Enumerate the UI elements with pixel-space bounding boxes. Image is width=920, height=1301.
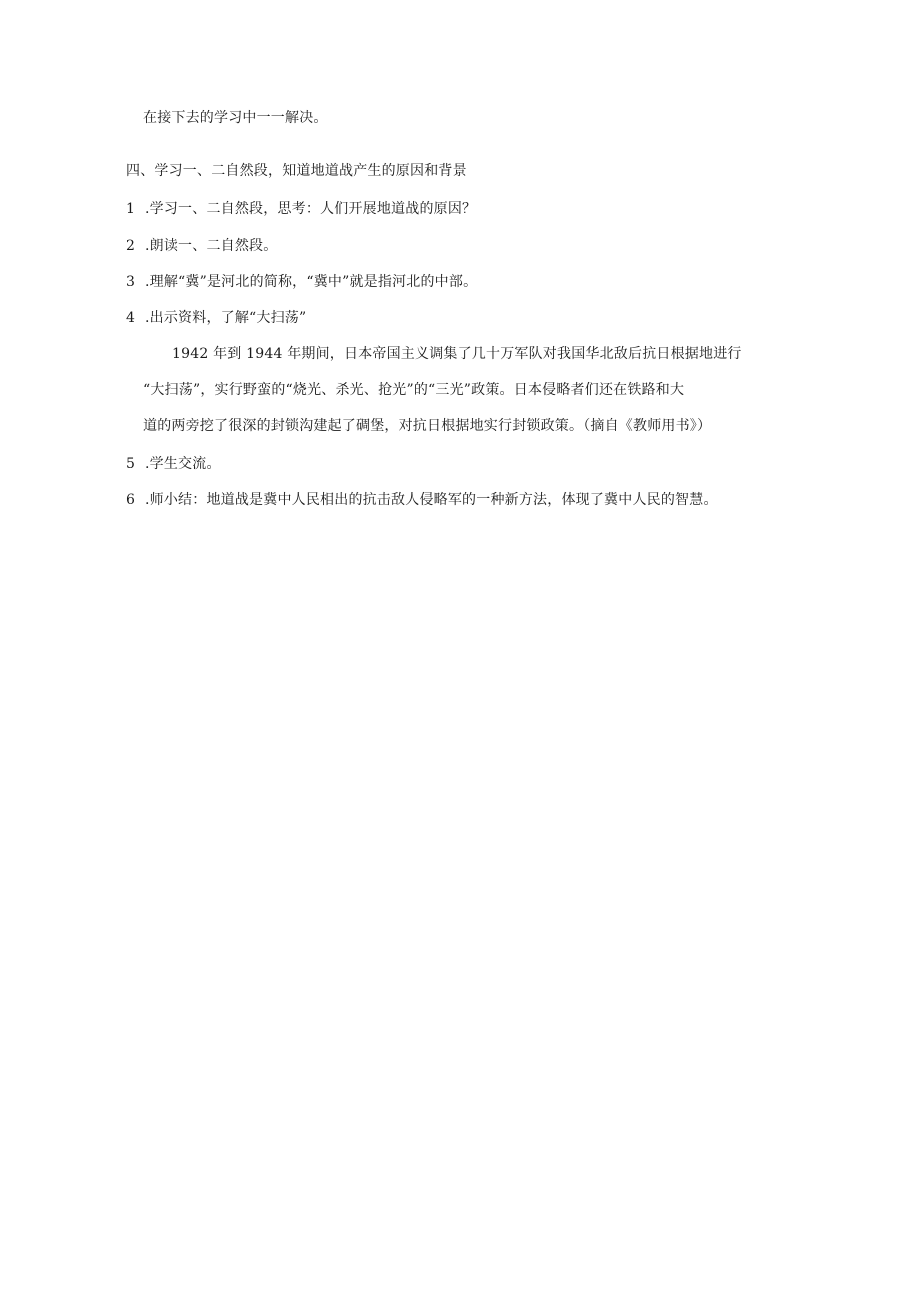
list-item-number: 6 <box>126 492 136 508</box>
list-item-text: .学习一、二自然段，思考：人们开展地道战的原因？ <box>145 201 477 217</box>
list-item-text: .师小结：地道战是冀中人民相出的抗击敌人侵略军的一种新方法，体现了冀中人民的智慧。 <box>145 492 718 508</box>
list-item-number: 3 <box>126 274 136 290</box>
list-item-text: .出示资料，了解“大扫荡” <box>145 310 307 326</box>
list-item-text: .学生交流。 <box>145 456 221 472</box>
list-item-number: 4 <box>126 310 136 326</box>
quote-line: 道的两旁挖了很深的封锁沟建起了碉堡，对抗日根据地实行封锁政策。（摘自《教师用书》） <box>143 418 712 434</box>
list-item <box>126 308 306 328</box>
quote-line: “大扫荡”，实行野蛮的“烧光、杀光、抢光”的“三光”政策。日本侵略者们还在铁路和大 <box>143 382 685 398</box>
continuation-text: 在接下去的学习中一一解决。 <box>143 110 328 126</box>
list-item <box>126 490 718 510</box>
list-item <box>126 199 476 219</box>
list-item <box>126 236 277 256</box>
list-item-number: 1 <box>126 201 136 217</box>
section-heading: 四、学习一、二自然段，知道地道战产生的原因和背景 <box>126 163 467 179</box>
list-item-number: 5 <box>126 456 136 472</box>
list-item-text: .理解“冀”是河北的简称，“冀中”就是指河北的中部。 <box>145 274 478 290</box>
list-item <box>126 272 477 292</box>
list-item <box>126 454 221 474</box>
list-item-number: 2 <box>126 238 136 254</box>
list-item-text: .朗读一、二自然段。 <box>145 238 278 254</box>
quote-line: 1942 年到 1944 年期间，日本帝国主义调集了几十万军队对我国华北敌后抗日根据地进行 <box>172 346 742 362</box>
